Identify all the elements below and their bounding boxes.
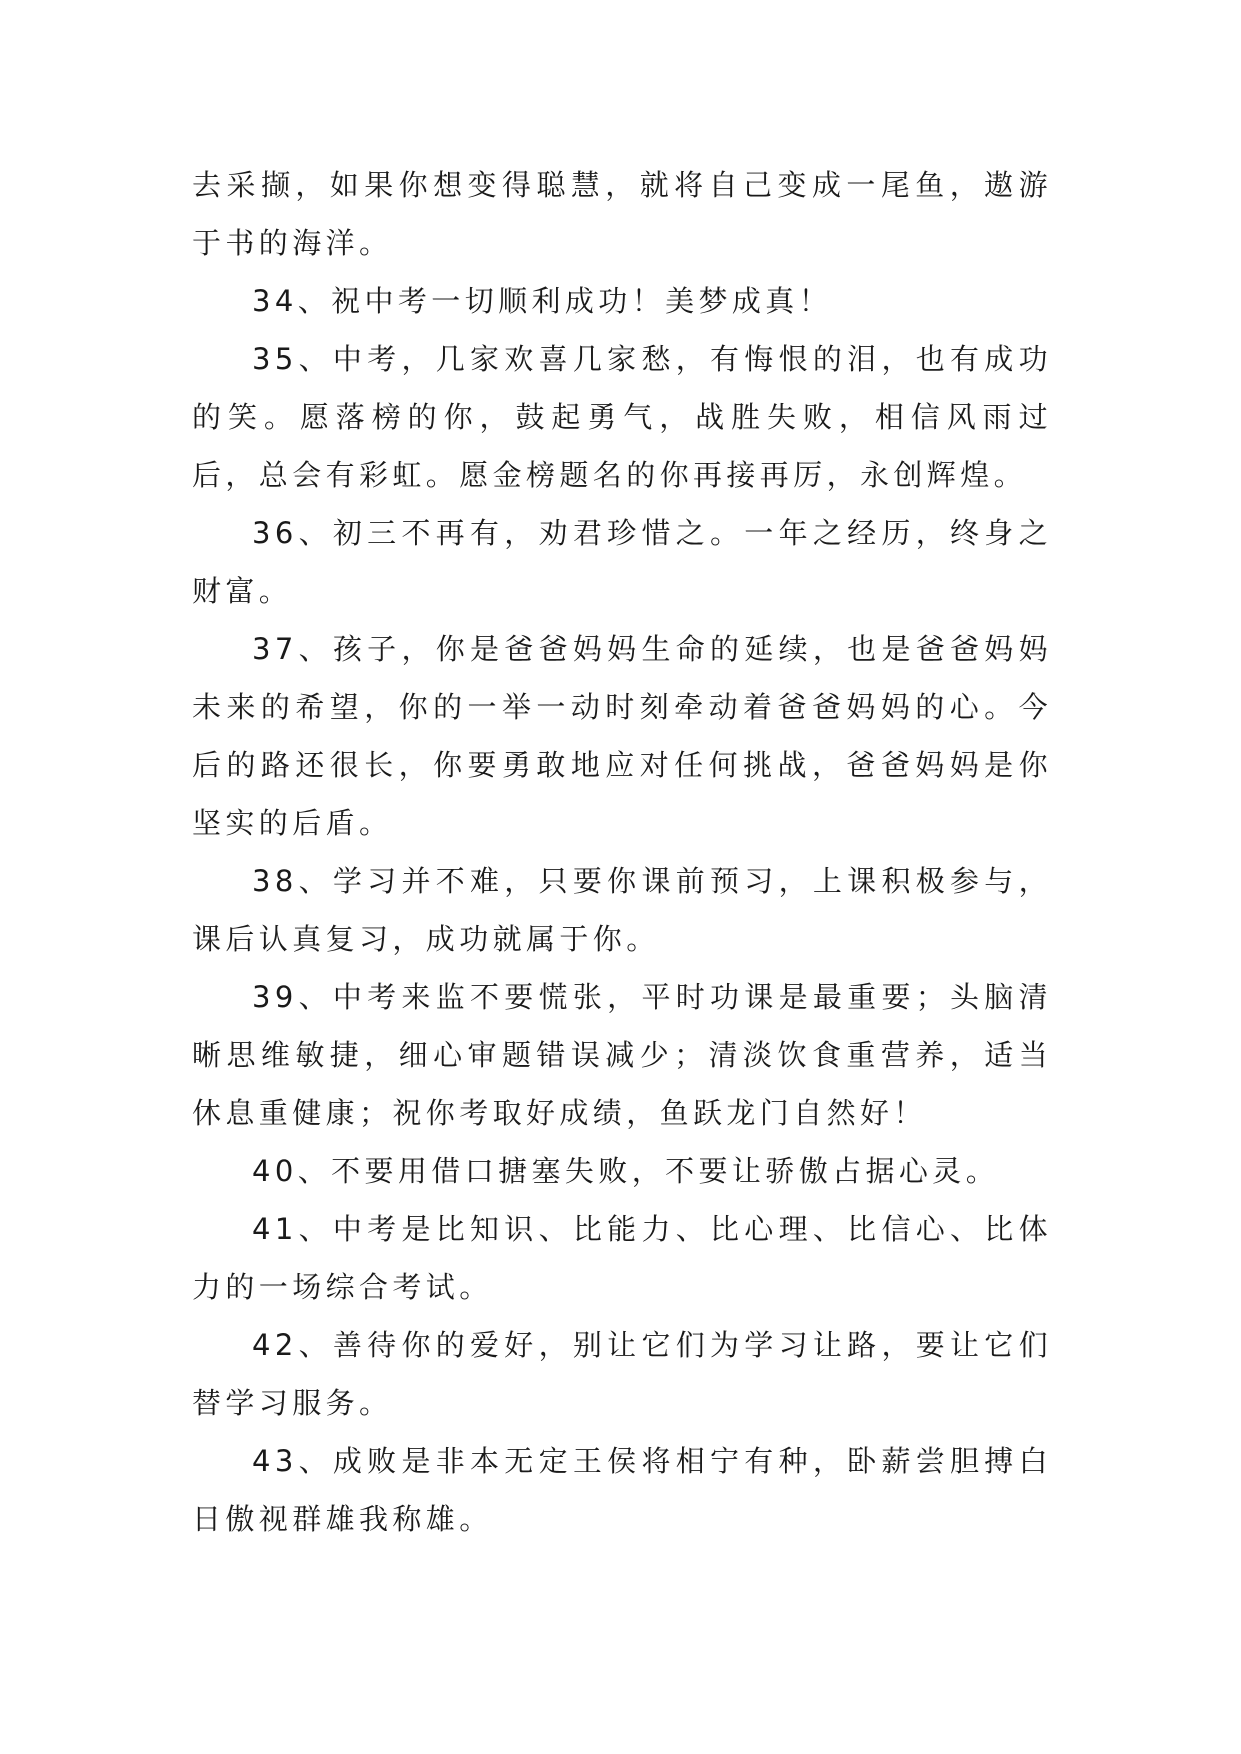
document-body	[192, 156, 1052, 1548]
paragraph-42: 42、善待你的爱好，别让它们为学习让路，要让它们替学习服务。	[192, 1328, 1052, 1420]
paragraph-35: 35、中考，几家欢喜几家愁，有悔恨的泪，也有成功的笑。愿落榜的你，鼓起勇气，战胜失败，相信风雨过后，总会有彩虹。愿金榜题名的你再接再厉，永创辉煌。	[192, 342, 1052, 492]
paragraph-36: 36、初三不再有，劝君珍惜之。一年之经历，终身之财富。	[192, 516, 1052, 608]
paragraph-40: 40、不要用借口搪塞失败，不要让骄傲占据心灵。	[252, 1154, 1000, 1188]
paragraph-43: 43、成败是非本无定王侯将相宁有种，卧薪尝胆搏白日傲视群雄我称雄。	[192, 1444, 1052, 1536]
paragraph-39: 39、中考来监不要慌张，平时功课是最重要；头脑清晰思维敏捷，细心审题错误减少；清淡饮食重营养，适当休息重健康；祝你考取好成绩，鱼跃龙门自然好！	[192, 980, 1052, 1130]
paragraph-41: 41、中考是比知识、比能力、比心理、比信心、比体力的一场综合考试。	[192, 1212, 1052, 1304]
paragraph-38: 38、学习并不难，只要你课前预习，上课积极参与，课后认真复习，成功就属于你。	[192, 864, 1052, 956]
paragraph-37: 37、孩子，你是爸爸妈妈生命的延续，也是爸爸妈妈未来的希望，你的一举一动时刻牵动着爸爸妈妈的心。今后的路还很长，你要勇敢地应对任何挑战，爸爸妈妈是你坚实的后盾。	[192, 632, 1052, 840]
paragraph-continuation: 去采撷，如果你想变得聪慧，就将自己变成一尾鱼，遨游于书的海洋。	[192, 168, 1052, 260]
paragraph-34: 34、祝中考一切顺利成功！美梦成真！	[252, 284, 833, 318]
